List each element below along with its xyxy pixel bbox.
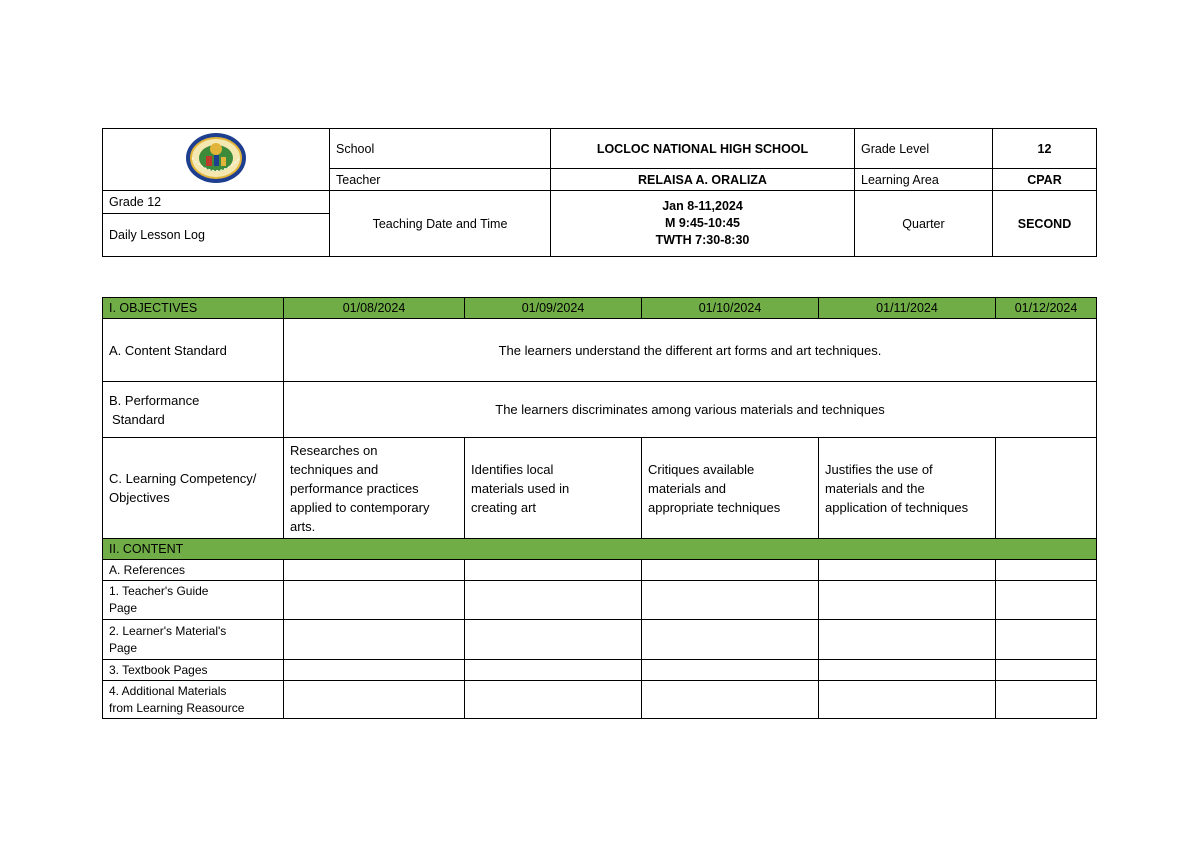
competency-day-4	[819, 438, 996, 539]
date-col-4: 01/11/2024	[819, 298, 996, 319]
additional-line-2: from Learning Reasource	[109, 700, 245, 715]
empty-cell	[819, 581, 996, 620]
competency-label-line-1: C. Learning Competency/	[109, 471, 257, 486]
date-time-label: Teaching Date and Time	[330, 191, 551, 257]
empty-cell	[996, 560, 1097, 581]
date-col-2: 01/09/2024	[465, 298, 642, 319]
empty-cell	[642, 560, 819, 581]
competency-4-line: Justifies the use of	[825, 461, 933, 477]
competency-4-line: materials and the	[825, 480, 925, 496]
competency-row	[103, 438, 1097, 539]
teacher-label: Teacher	[330, 169, 551, 191]
date-line-1: Jan 8-11,2024	[662, 199, 743, 213]
content-standard-row	[103, 319, 1097, 382]
date-col-5: 01/12/2024	[996, 298, 1097, 319]
grade-level-label: Grade Level	[855, 129, 993, 169]
competency-day-1	[284, 438, 465, 539]
objectives-header-row	[103, 298, 1097, 319]
table-row	[103, 660, 1097, 681]
additional-materials-label	[103, 681, 284, 719]
content-header-row	[103, 539, 1097, 560]
learners-material-label	[103, 620, 284, 660]
learners-material-line-1: 2. Learner's Material's	[109, 623, 227, 638]
empty-cell	[996, 660, 1097, 681]
competency-day-3	[642, 438, 819, 539]
empty-cell	[284, 620, 465, 660]
competency-4-line: application of techniques	[825, 499, 969, 515]
header-table	[102, 128, 1097, 257]
table-row	[103, 560, 1097, 581]
empty-cell	[819, 660, 996, 681]
performance-label-line-1: B. Performance	[109, 392, 200, 408]
competency-1-line: arts.	[290, 518, 316, 534]
empty-cell	[465, 660, 642, 681]
performance-standard-text: The learners discriminates among various materials and techniques	[284, 382, 1097, 438]
competency-1-line: performance practices	[290, 480, 419, 496]
table-row	[103, 620, 1097, 660]
performance-standard-label	[103, 382, 284, 438]
competency-2-line: materials used in	[471, 480, 570, 496]
empty-cell	[465, 681, 642, 719]
empty-cell	[642, 681, 819, 719]
competency-3-line: Critiques available	[648, 461, 755, 477]
empty-cell	[996, 581, 1097, 620]
content-standard-text: The learners understand the different art forms and art techniques.	[284, 319, 1097, 382]
lesson-plan-table	[102, 297, 1097, 719]
school-seal-icon	[184, 131, 248, 185]
empty-cell	[284, 560, 465, 581]
logo-cell	[103, 129, 330, 191]
school-value: LOCLOC NATIONAL HIGH SCHOOL	[551, 129, 855, 169]
textbook-label: 3. Textbook Pages	[103, 660, 284, 681]
additional-line-1: 4. Additional Materials	[109, 683, 227, 698]
competency-day-2	[465, 438, 642, 539]
school-label: School	[330, 129, 551, 169]
table-row	[103, 681, 1097, 719]
grade-cell: Grade 12	[103, 191, 330, 214]
teacher-value: RELAISA A. ORALIZA	[551, 169, 855, 191]
teachers-guide-line-1: 1. Teacher's Guide	[109, 584, 209, 598]
learners-material-line-2: Page	[109, 640, 138, 655]
competency-1-line: techniques and	[290, 461, 379, 477]
table-row	[103, 581, 1097, 620]
log-title-cell: Daily Lesson Log	[103, 214, 330, 257]
objectives-heading: I. OBJECTIVES	[103, 298, 284, 319]
date-col-3: 01/10/2024	[642, 298, 819, 319]
empty-cell	[642, 620, 819, 660]
performance-label-line-2: Standard	[112, 411, 165, 427]
competency-1-line: Researches on	[290, 442, 378, 458]
competency-2-line: creating art	[471, 499, 537, 515]
empty-cell	[819, 620, 996, 660]
empty-cell	[284, 581, 465, 620]
empty-cell	[642, 581, 819, 620]
content-heading: II. CONTENT	[103, 539, 1097, 560]
teachers-guide-line-2: Page	[109, 601, 138, 615]
competency-label	[103, 438, 284, 539]
quarter-label: Quarter	[855, 191, 993, 257]
empty-cell	[284, 681, 465, 719]
empty-cell	[996, 620, 1097, 660]
empty-cell	[819, 560, 996, 581]
empty-cell	[284, 660, 465, 681]
empty-cell	[465, 581, 642, 620]
performance-standard-row	[103, 382, 1097, 438]
content-standard-label: A. Content Standard	[103, 319, 284, 382]
empty-cell	[465, 560, 642, 581]
date-line-3: TWTH 7:30-8:30	[655, 233, 750, 247]
empty-cell	[642, 660, 819, 681]
competency-2-line: Identifies local	[471, 461, 554, 477]
competency-day-5	[996, 438, 1097, 539]
references-label: A. References	[103, 560, 284, 581]
empty-cell	[819, 681, 996, 719]
empty-cell	[996, 681, 1097, 719]
competency-label-line-2: Objectives	[109, 490, 170, 505]
date-line-2: M 9:45-10:45	[664, 216, 741, 230]
empty-cell	[465, 620, 642, 660]
date-time-value	[551, 191, 855, 257]
quarter-value: SECOND	[993, 191, 1097, 257]
competency-3-line: materials and	[648, 480, 727, 496]
competency-3-line: appropriate techniques	[648, 499, 781, 515]
grade-level-value: 12	[993, 129, 1097, 169]
date-col-1: 01/08/2024	[284, 298, 465, 319]
competency-1-line: applied to contemporary	[290, 499, 430, 515]
teachers-guide-label	[103, 581, 284, 620]
learning-area-value: CPAR	[993, 169, 1097, 191]
learning-area-label: Learning Area	[855, 169, 993, 191]
